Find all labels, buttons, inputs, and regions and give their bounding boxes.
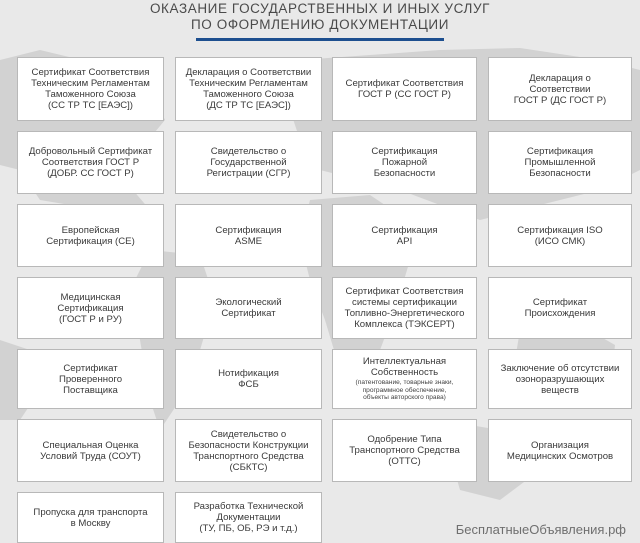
service-card-ss-tr-ts[interactable] bbox=[17, 57, 164, 121]
service-card-label: Сертификат Происхождения bbox=[524, 297, 596, 319]
service-card-content bbox=[356, 356, 454, 402]
service-card-api[interactable] bbox=[332, 204, 477, 267]
service-card-tech-docs[interactable] bbox=[175, 492, 322, 543]
service-card-label: Сертификация ISO (ИСО СМК) bbox=[517, 224, 603, 247]
service-card-ecological[interactable] bbox=[175, 277, 322, 339]
service-card-ozone[interactable] bbox=[488, 349, 632, 409]
service-card-label: Декларация о Соответствии ГОСТ Р (ДС ГОСТ Р) bbox=[513, 72, 607, 106]
service-card-ce[interactable] bbox=[17, 204, 164, 267]
service-card-verified-supplier[interactable] bbox=[17, 349, 164, 409]
service-card-label: Свидетельство о Безопасности Конструкции Транспортного Средства (СБКТС) bbox=[188, 428, 309, 473]
service-card-label: Медицинская Сертификация (ГОСТ Р и РУ) bbox=[57, 291, 124, 325]
service-card-moscow-pass[interactable] bbox=[17, 492, 164, 543]
service-card-label: Свидетельство о Государственной Регистрации (СГР) bbox=[206, 146, 291, 179]
service-card-medical-exams[interactable] bbox=[488, 419, 632, 482]
service-card-teksert[interactable] bbox=[332, 277, 477, 339]
service-card-label: Сертификат Соответствия ГОСТ Р (СС ГОСТ Р) bbox=[345, 78, 464, 100]
site-watermark: БесплатныеОбъявления.рф bbox=[455, 522, 626, 537]
service-card-label: Нотификация ФСБ bbox=[218, 368, 279, 390]
service-card-label: Сертификация Промышленной Безопасности bbox=[524, 146, 596, 179]
service-card-iso[interactable] bbox=[488, 204, 632, 267]
service-card-label: Одобрение Типа Транспортного Средства (ОТТС) bbox=[349, 434, 460, 467]
service-card-note: (патентование, товарные знаки, программное обеспечение, объекты авторского права) bbox=[355, 379, 454, 402]
service-card-fire-safety[interactable] bbox=[332, 131, 477, 194]
service-card-ss-gost-r[interactable] bbox=[332, 57, 477, 121]
service-card-origin[interactable] bbox=[488, 277, 632, 339]
service-card-intellectual-property[interactable] bbox=[332, 349, 477, 409]
service-card-label: Добровольный Сертификат Соответствия ГОСТ Р (ДОБР. СС ГОСТ Р) bbox=[28, 146, 153, 179]
service-card-otts[interactable] bbox=[332, 419, 477, 482]
service-card-fsb-notification[interactable] bbox=[175, 349, 322, 409]
service-card-ds-tr-ts[interactable] bbox=[175, 57, 322, 121]
service-card-sgr[interactable] bbox=[175, 131, 322, 194]
service-card-label: Сертификат Соответствия системы сертификации Топливно-Энергетического Комплекса (ТЭКСЕРТ) bbox=[344, 286, 465, 330]
service-card-label: Экологический Сертификат bbox=[215, 297, 282, 319]
service-card-ds-gost-r[interactable] bbox=[488, 57, 632, 121]
service-card-label: Интеллектуальная Собственность bbox=[362, 356, 447, 379]
service-card-label: Организация Медицинских Осмотров bbox=[506, 439, 614, 462]
service-card-label: Сертификат Соответствия Техническим Регламентам Таможенного Союза (СС ТР ТС [ЕАЭС]) bbox=[31, 67, 150, 111]
service-card-label: Сертификация ASME bbox=[215, 224, 282, 247]
service-card-dobr-ss-gost-r[interactable] bbox=[17, 131, 164, 194]
service-card-medical[interactable] bbox=[17, 277, 164, 339]
service-card-label: Специальная Оценка Условий Труда (СОУТ) bbox=[40, 439, 141, 462]
service-card-label: Заключение об отсутствии озоноразрушающих веществ bbox=[500, 362, 620, 396]
service-card-label: Сертификация Пожарной Безопасности bbox=[371, 146, 438, 179]
service-card-label: Разработка Технической Документации (ТУ, ПБ, ОБ, РЭ и т.д.) bbox=[193, 501, 304, 534]
service-card-label: Пропуска для транспорта в Москву bbox=[33, 506, 148, 529]
service-card-label: Сертификация API bbox=[371, 224, 438, 247]
service-card-label: Сертификат Проверенного Поставщика bbox=[58, 362, 123, 396]
service-card-label: Европейская Сертификация (CE) bbox=[46, 224, 135, 247]
service-card-sout[interactable] bbox=[17, 419, 164, 482]
service-card-industrial-safety[interactable] bbox=[488, 131, 632, 194]
page-title-line-2: ПО ОФОРМЛЕНИЮ ДОКУМЕНТАЦИИ bbox=[190, 17, 450, 32]
service-card-label: Декларация о Соответствии Техническим Регламентам Таможенного Союза (ДС ТР ТС [ЕАЭС]) bbox=[185, 67, 312, 111]
service-card-sbkts[interactable] bbox=[175, 419, 322, 482]
page-title-line-1: ОКАЗАНИЕ ГОСУДАРСТВЕННЫХ И ИНЫХ УСЛУГ bbox=[149, 1, 491, 16]
service-card-asme[interactable] bbox=[175, 204, 322, 267]
